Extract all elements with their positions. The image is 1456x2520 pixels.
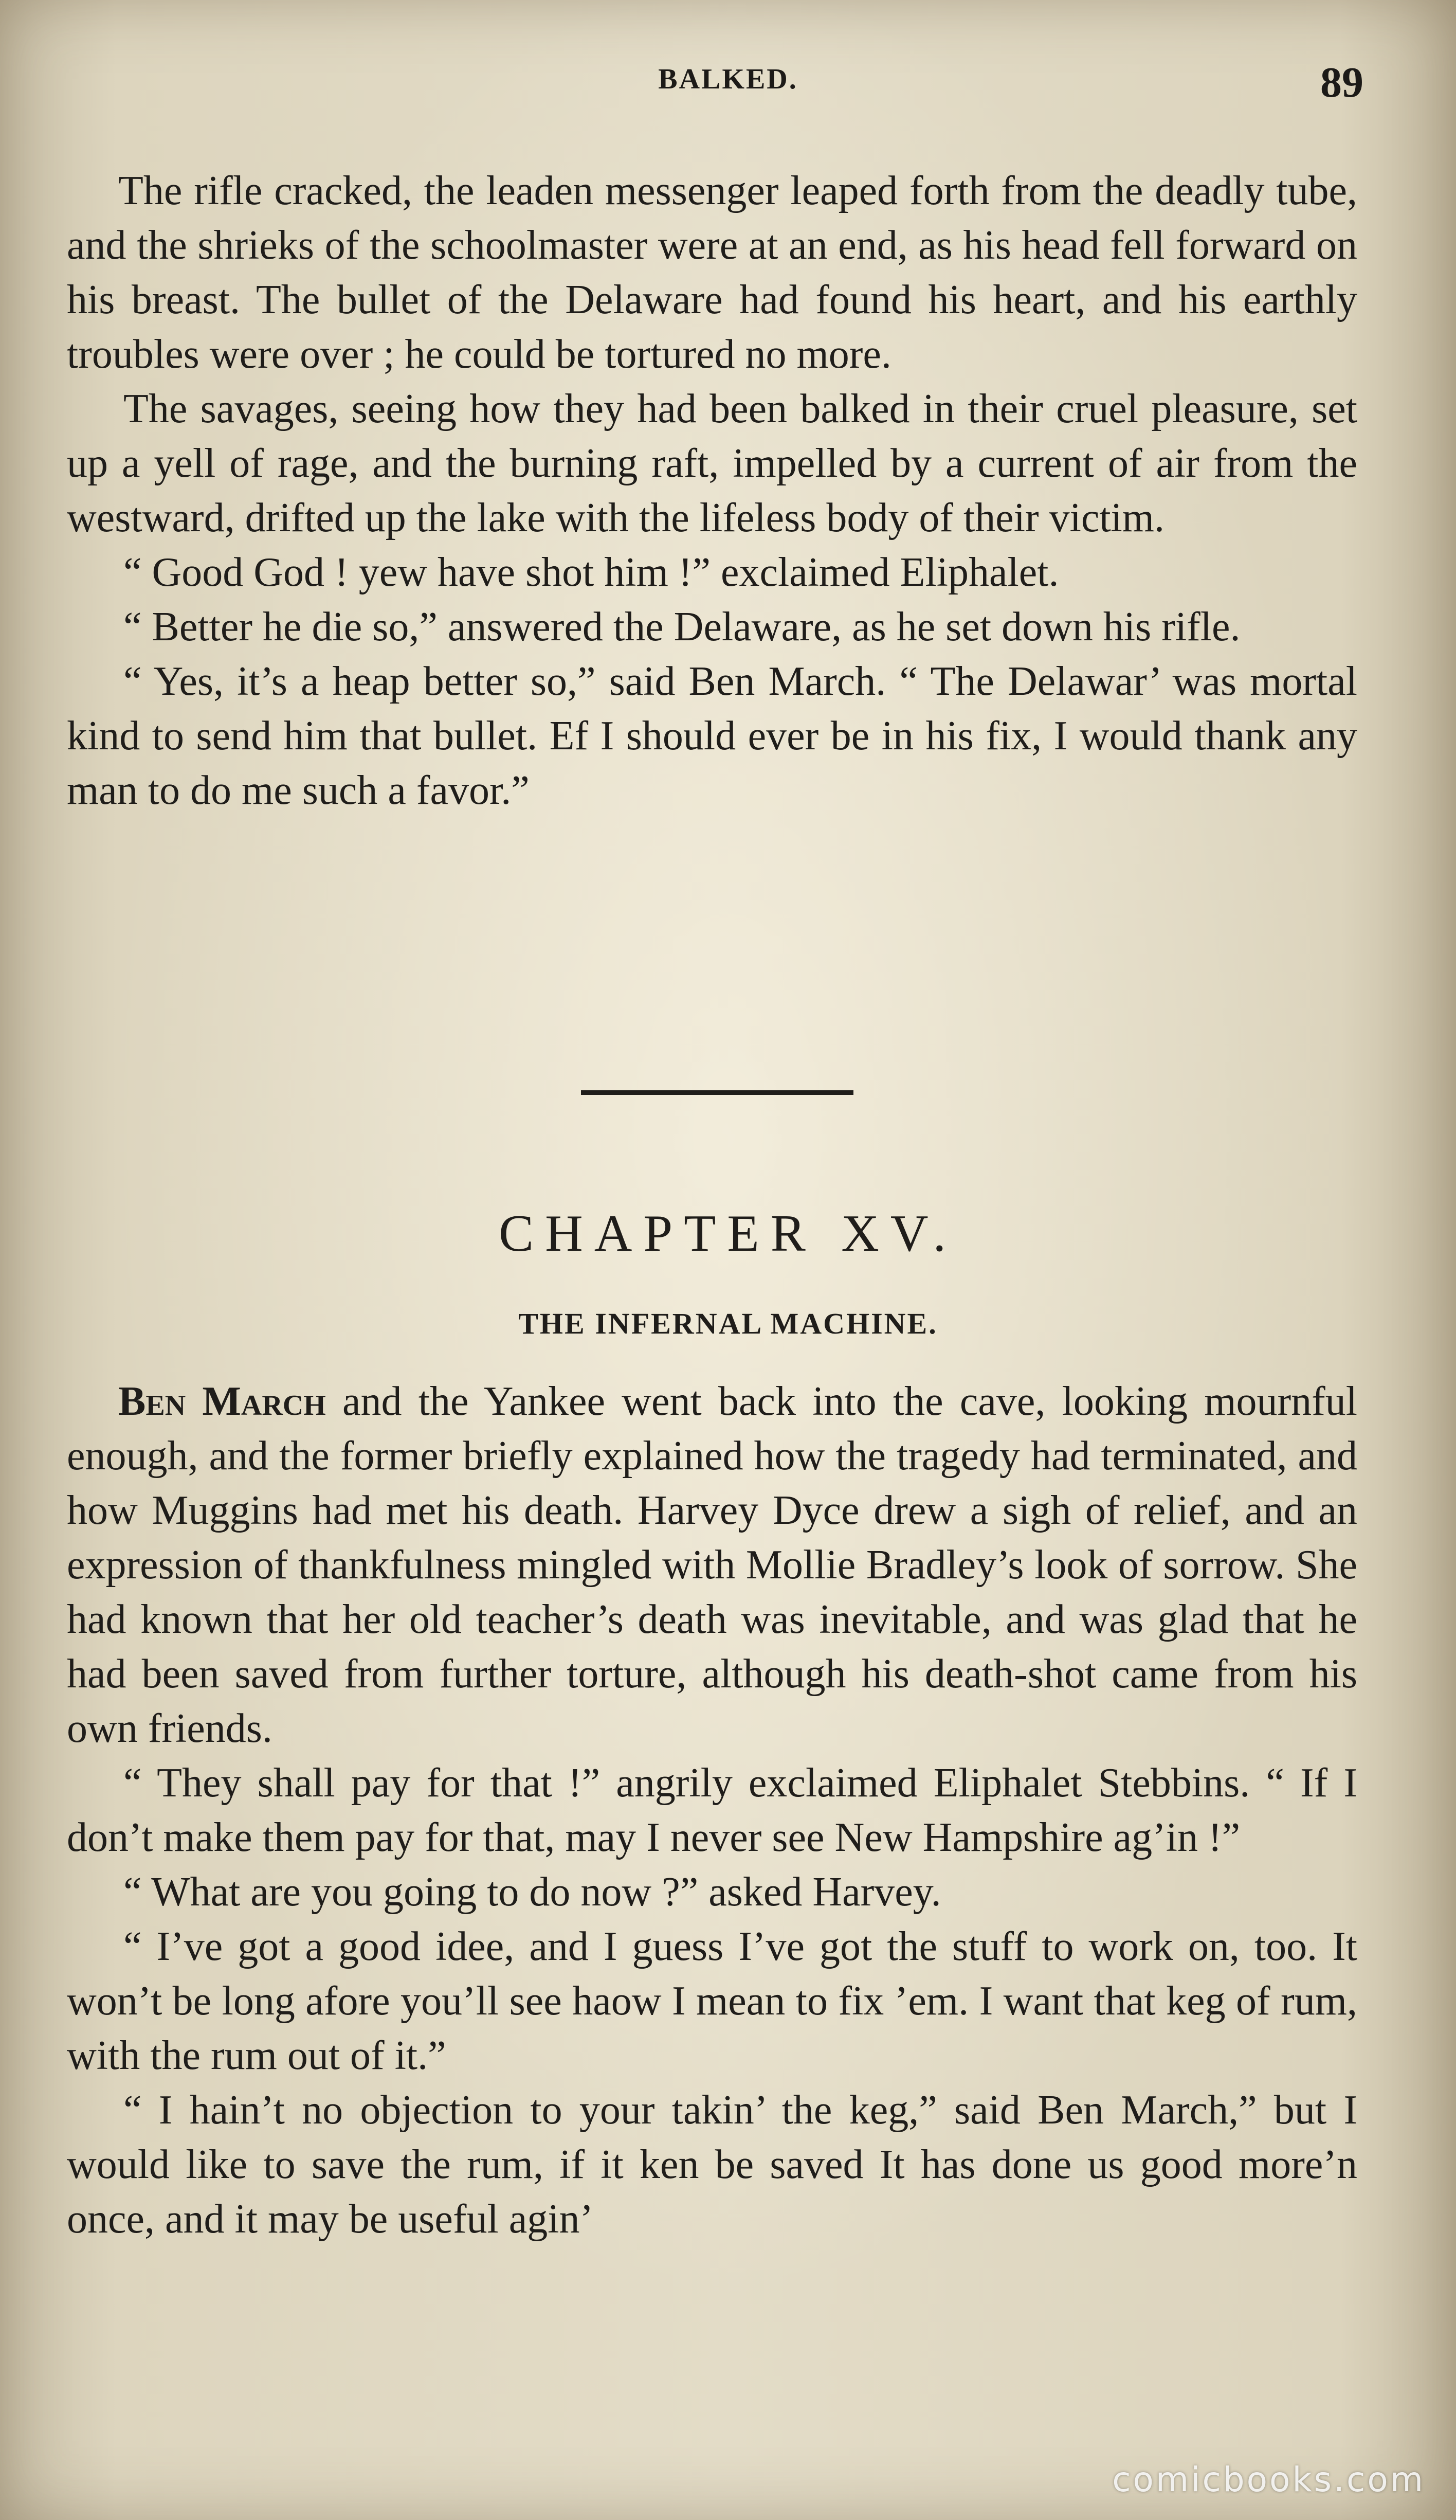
page-number: 89: [1320, 59, 1363, 106]
paragraph: “ What are you going to do now ?” asked Harvey.: [123, 1869, 941, 1915]
paragraph: The rifle cracked, the leaden messenger leaped forth from the deadly tube, and the shrieks of the schoolmaster were at an end, as his head fell forward on his breast. The bullet of the Delaware had found his heart, and his earthly troubles were over ; he could be tortured no more.: [67, 168, 1357, 377]
lead-in: Ben March: [118, 1379, 326, 1424]
chapter-subtitle: THE INFERNAL MACHINE.: [518, 1307, 938, 1340]
paragraph: “ I’ve got a good idee, and I guess I’ve got the stuff to work on, too. It won’t be long afore you’ll see haow I mean to fix ’em. I want that keg of rum, with the rum out of it.”: [67, 1924, 1357, 2078]
paragraph: The savages, seeing how they had been balked in their cruel pleasure, set up a yell of rage, and the burning raft, impelled by a current of air from the westward, drifted up the lake with the lifeless body of their victim.: [67, 386, 1357, 541]
running-title: BALKED.: [658, 63, 798, 95]
section-text: [67, 164, 1357, 818]
paragraph: “ Good God ! yew have shot him !” exclaimed Eliphalet.: [123, 550, 1059, 595]
watermark: comicbooks.com: [1112, 2460, 1425, 2499]
paragraph: “ I hain’t no objection to your takin’ the keg,” said Ben March,” but I would like to save the rum, if it ken be saved It has done us good more’n once, and it may be useful agin’: [67, 2087, 1357, 2242]
running-head: [0, 58, 1456, 119]
section-divider: [581, 1090, 853, 1095]
chapter-text: [67, 1374, 1357, 2246]
paragraph: “ Yes, it’s a heap better so,” said Ben March. “ The Delawar’ was mortal kind to send him that bullet. Ef I should ever be in his fix, I would thank any man to do me such a favor.”: [67, 659, 1357, 813]
paragraph-text: and the Yankee went back into the cave, looking mournful enough, and the former briefly explained how the tragedy had terminated, and how Muggins had met his death. Harvey Dyce drew a sigh of relief, and an expression of thankfulness mingled with Mollie Bradley’s look of sorrow. She had known that her old teacher’s death was inevitable, and was glad that he had been saved from further torture, although his death-shot came from his own friends.: [67, 1379, 1358, 1751]
paragraph: “ They shall pay for that !” angrily exclaimed Eliphalet Stebbins. “ If I don’t make them pay for that, may I never see New Hampshire ag’in !”: [67, 1760, 1357, 1860]
chapter-heading: CHAPTER XV.: [499, 1204, 957, 1263]
paragraph: [67, 1374, 1357, 1756]
paragraph: “ Better he die so,” answered the Delaware, as he set down his rifle.: [123, 604, 1241, 650]
